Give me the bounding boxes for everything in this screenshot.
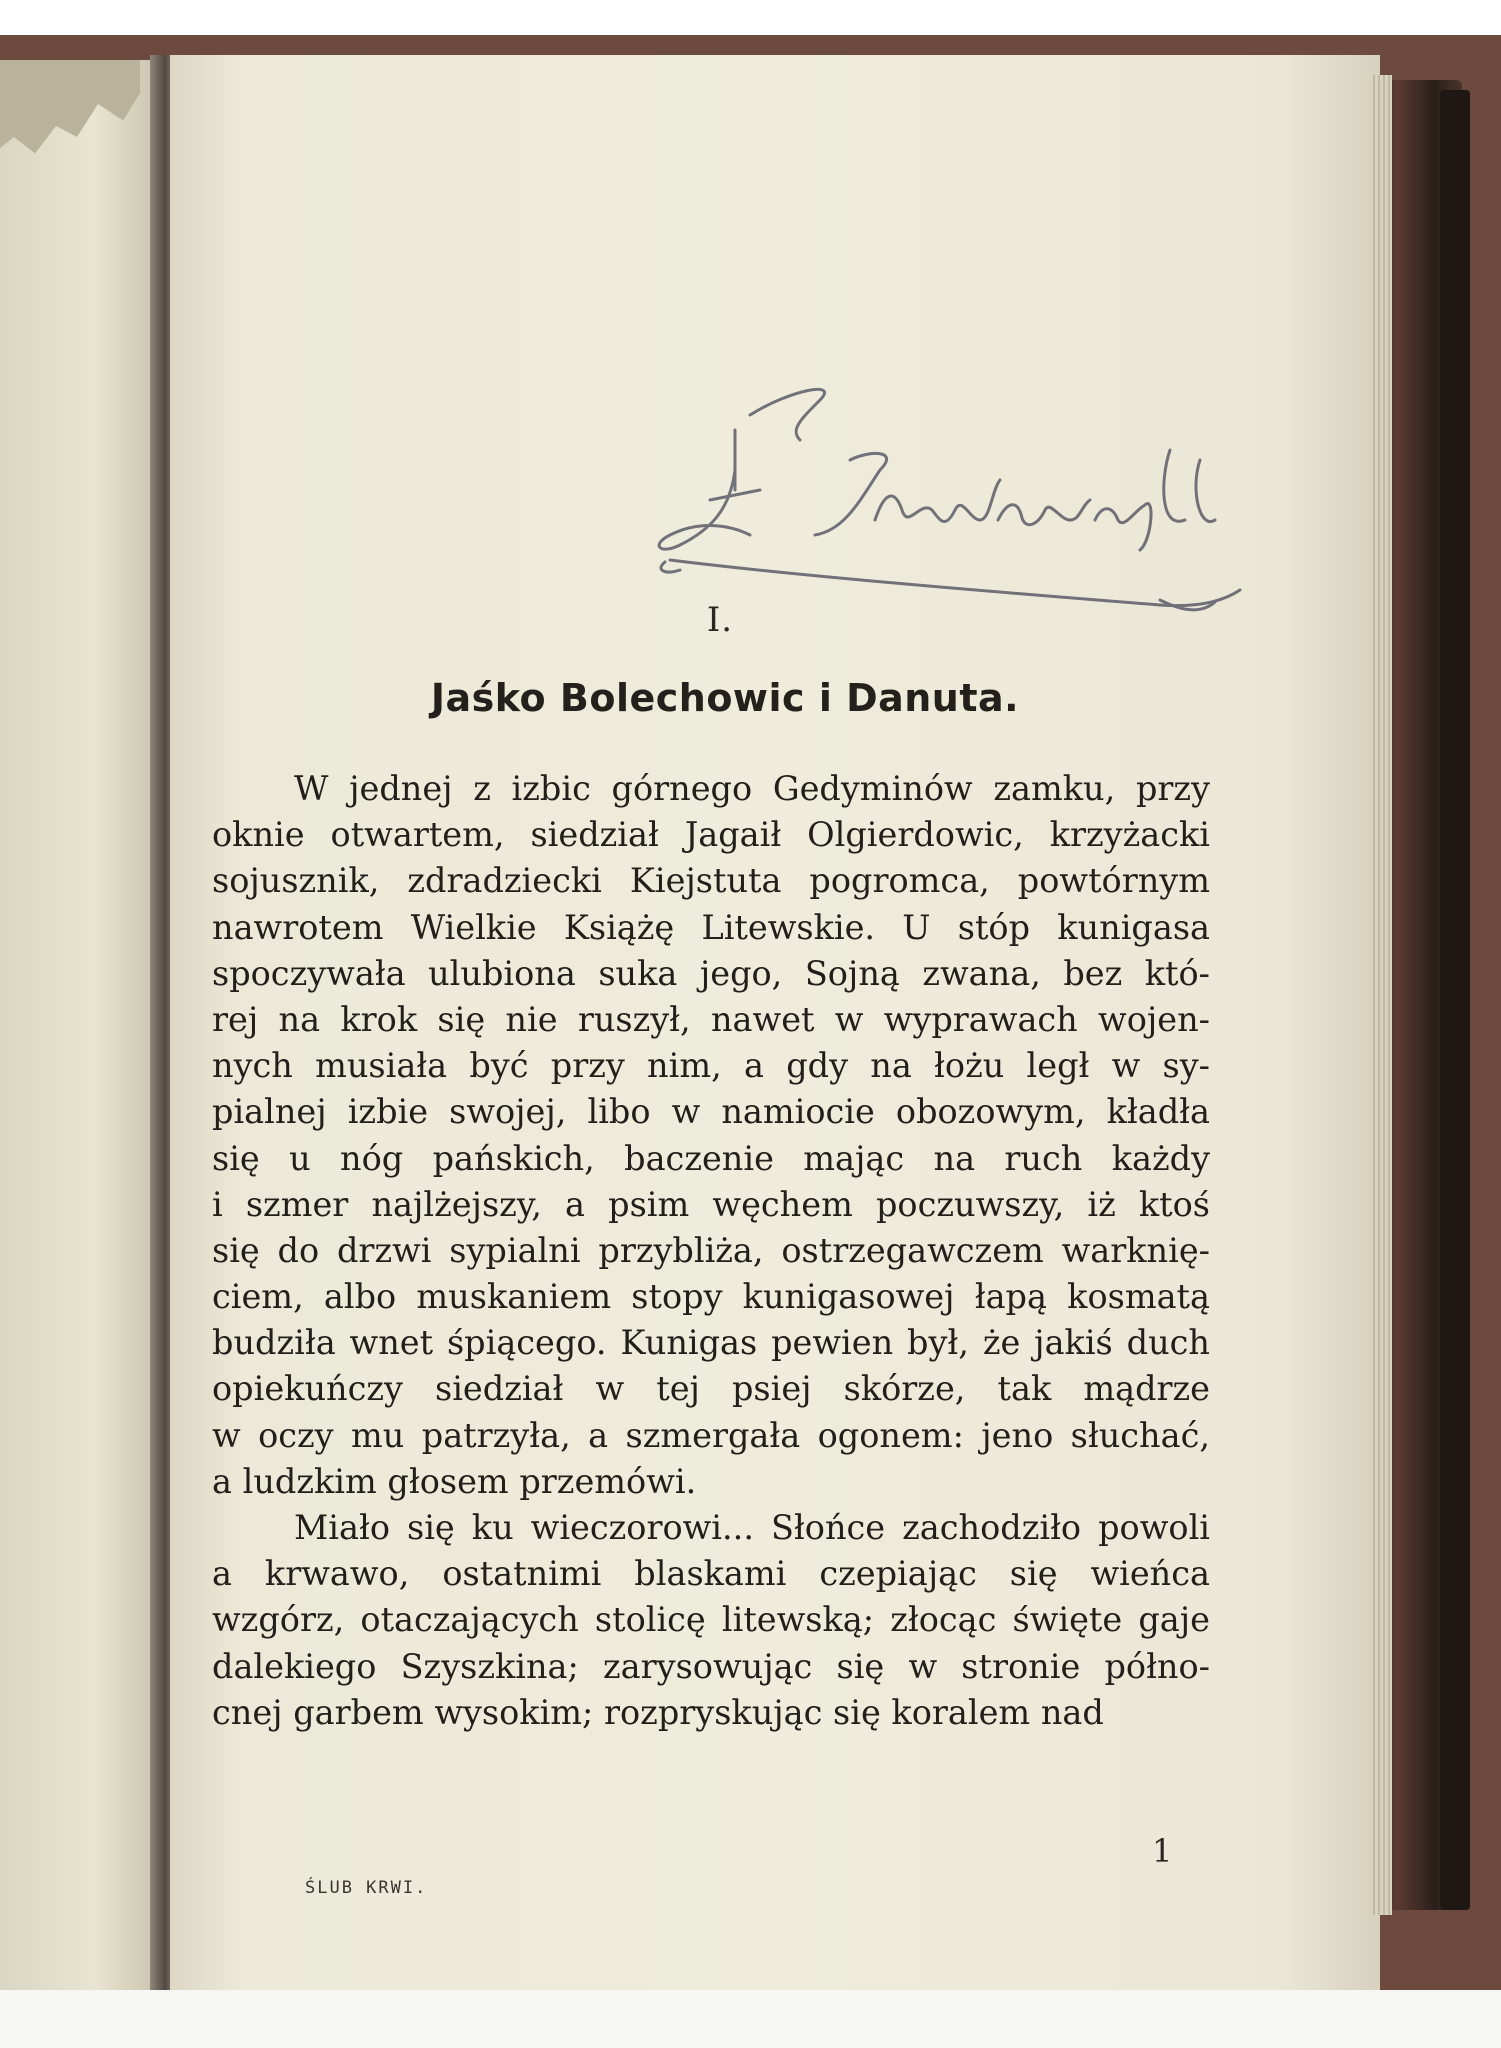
text-line: w oczy mu patrzyła, a szmergała ogonem: jeno słuchać, bbox=[212, 1415, 1210, 1455]
text-line: oknie otwartem, siedział Jagaił Olgierdowic, krzyżacki bbox=[212, 815, 1210, 855]
text-line: budziła wnet śpiącego. Kunigas pewien był, że jakiś duch bbox=[212, 1323, 1210, 1363]
text-line: a ludzkim głosem przemówi. bbox=[212, 1461, 697, 1501]
left-page bbox=[0, 60, 158, 1990]
text-line: cnej garbem wysokim; rozpryskując się koralem nad bbox=[212, 1692, 1104, 1732]
text-line: rej na krok się nie ruszył, nawet w wyprawach wojen- bbox=[212, 999, 1210, 1039]
text-line: dalekiego Szyszkina; zarysowując się w stronie półno- bbox=[212, 1646, 1210, 1686]
text-line: się do drzwi sypialni przybliża, ostrzegawczem warknię- bbox=[212, 1230, 1210, 1270]
text-line: Miało się ku wieczorowi... Słońce zachodziło powoli bbox=[294, 1508, 1210, 1547]
text-line: wzgórz, otaczających stolicę litewską; złocąc święte gaje bbox=[212, 1600, 1210, 1640]
chapter-numeral: I. bbox=[706, 600, 734, 640]
text-line: sojusznik, zdradziecki Kiejstuta pogromca, powtórnym bbox=[212, 861, 1210, 901]
printer-signature-mark: ŚLUB KRWI. bbox=[305, 1878, 428, 1898]
book-cover-edge bbox=[1440, 90, 1470, 1910]
text-line: nawrotem Wielkie Książę Litewskie. U stóp kunigasa bbox=[212, 907, 1210, 947]
text-line: spoczywała ulubiona suka jego, Sojną zwana, bez któ- bbox=[212, 953, 1210, 993]
page-number: 1 bbox=[1152, 1832, 1173, 1870]
text-line: nych musiała być przy nim, a gdy na łożu legł w sy- bbox=[212, 1046, 1210, 1086]
text-line: a krwawo, ostatnimi blaskami czepiając się wieńca bbox=[212, 1554, 1210, 1594]
text-line: opiekuńczy siedział w tej psiej skórze, tak mądrze bbox=[212, 1369, 1210, 1409]
text-line: i szmer najlżejszy, a psim węchem poczuwszy, iż ktoś bbox=[212, 1184, 1210, 1224]
page-block-edges bbox=[1370, 75, 1392, 1915]
text-line: ciem, albo muskaniem stopy kunigasowej łapą kosmatą bbox=[212, 1277, 1210, 1317]
table-surface bbox=[0, 1990, 1501, 2048]
text-line: pialnej izbie swojej, libo w namiocie obozowym, kładła bbox=[212, 1092, 1210, 1132]
chapter-title: Jaśko Bolechowic i Danuta. bbox=[430, 676, 1020, 720]
text-line: się u nóg pańskich, baczenie mając na ruch każdy bbox=[212, 1138, 1210, 1178]
body-text bbox=[212, 766, 1210, 1736]
text-line: W jednej z izbic górnego Gedyminów zamku, przy bbox=[294, 769, 1210, 808]
